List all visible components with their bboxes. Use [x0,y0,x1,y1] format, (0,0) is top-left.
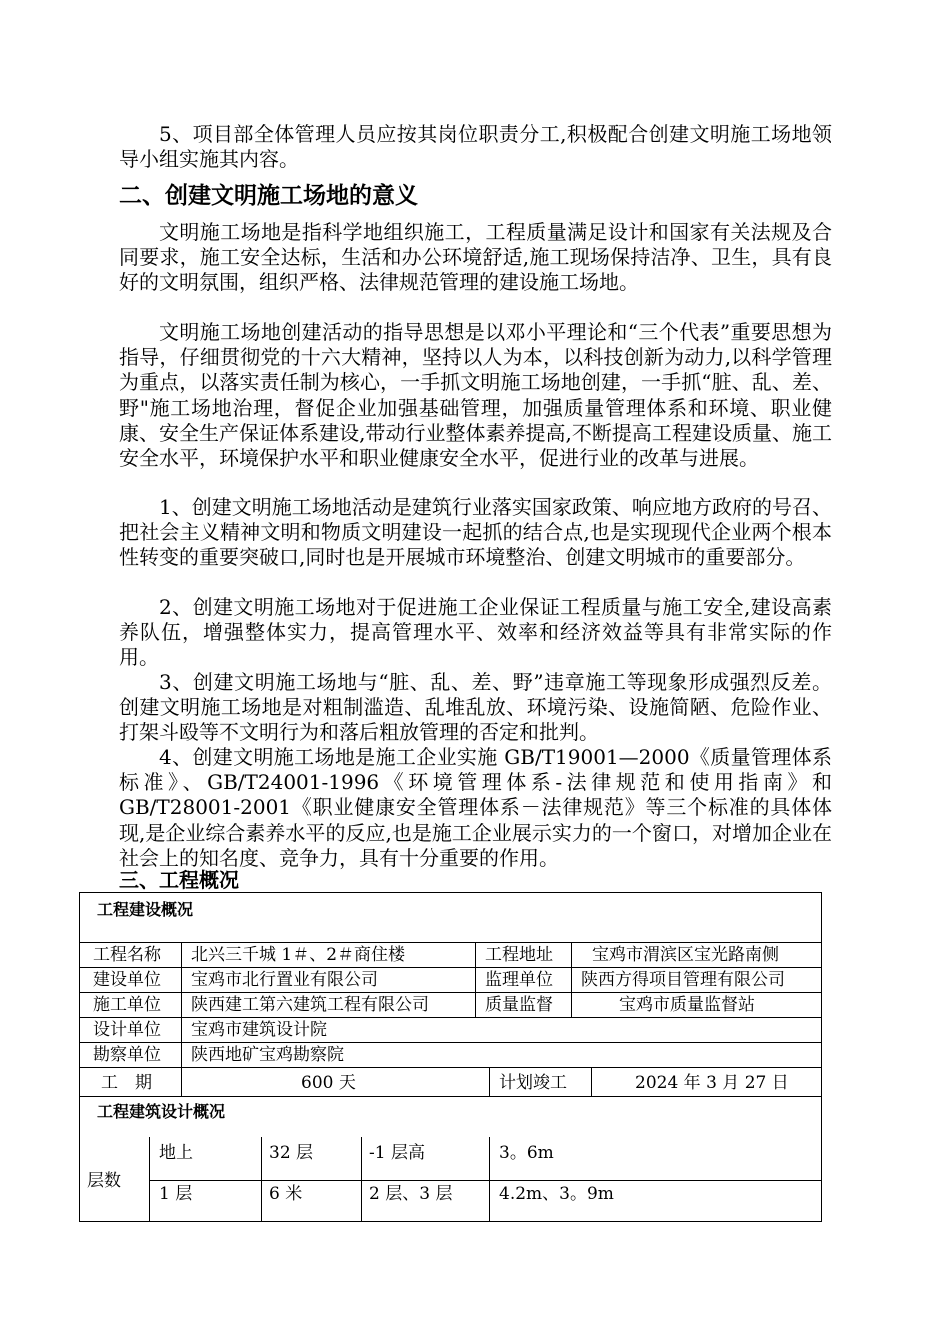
table-section-title-architecture: 工程建筑设计概况 [97,1102,226,1121]
value-supervisor: 陕西方得项目管理有限公司 [581,970,785,990]
paragraph-guiding-ideology: 文明施工场地创建活动的指导思想是以邓小平理论和“三个代表”重要思想为指导，仔细贯彻党的十六大精神，坚持以人为本，以科技创新为动力,以科学管理为重点，以落实责任制为核心，一手抓文明施工场地创建，一手抓“脏、乱、差、野"施工场地治理，督促企业加强基础管理，加强质量管理体系和环境、职业健康、安全生产保证体系建设,带动行业整体素养提高,不断提高工程建设质量、施工安全水平，环境保护水平和职业健康安全水平，促进行业的改革与进展。 [119,320,832,471]
label-duration: 工 期 [101,1073,152,1093]
label-designer: 设计单位 [93,1020,161,1040]
label-project-address: 工程地址 [485,945,553,965]
paragraph-point-3: 3、创建文明施工场地与“脏、乱、差、野”违章施工等现象形成强烈反差。创建文明施工场地是对粗制滥造、乱堆乱放、环境污染、设施简陋、危险作业、打架斗殴等不文明行为和落后粗放管理的否定和批判。 [119,670,832,745]
project-overview-table [79,892,822,1222]
paragraph-item-5: 5、项目部全体管理人员应按其岗位职责分工,积极配合创建文明施工场地领导小组实施其内容。 [119,122,832,172]
value-planned-completion: 2024 年 3 月 27 日 [635,1073,789,1093]
label-quality-supervision: 质量监督 [485,995,553,1015]
section-heading-significance: 二、创建文明施工场地的意义 [119,183,418,209]
label-project-name: 工程名称 [93,945,161,965]
section-heading-overview: 三、工程概况 [119,868,239,892]
value-quality-supervision: 宝鸡市质量监督站 [619,995,755,1015]
paragraph-definition: 文明施工场地是指科学地组织施工，工程质量满足设计和国家有关法规及合同要求，施工安全达标，生活和办公环境舒适,施工现场保持洁净、卫生，具有良好的文明氛围，组织严格、法律规范管理的建设施工场地。 [119,220,832,295]
floors-2-3-label: 2 层、3 层 [369,1184,453,1204]
paragraph-point-1: 1、创建文明施工场地活动是建筑行业落实国家政策、响应地方政府的号召、把社会主义精神文明和物质文明建设一起抓的结合点,也是实现现代企业两个根本性转变的重要突破口,同时也是开展城市环境整治、创建文明城市的重要部分。 [119,495,832,570]
label-supervisor: 监理单位 [485,970,553,990]
value-designer: 宝鸡市建筑设计院 [191,1020,327,1040]
label-contractor: 施工单位 [93,995,161,1015]
value-developer: 宝鸡市北行置业有限公司 [191,970,378,990]
floor-1-label: 1 层 [159,1184,193,1204]
label-floors: 层数 [87,1171,121,1191]
floor-1-height: 6 米 [269,1184,303,1204]
value-duration: 600 天 [301,1073,356,1093]
label-developer: 建设单位 [93,970,161,990]
table-section-title-construction: 工程建设概况 [97,900,194,919]
value-project-name: 北兴三千城 1＃、2＃商住楼 [191,945,406,965]
floors-above-ground-label: 地上 [159,1143,193,1163]
floor-minus1-height-label: -1 层高 [369,1143,425,1163]
value-contractor: 陕西建工第六建筑工程有限公司 [191,995,429,1015]
value-project-address: 宝鸡市渭滨区宝光路南侧 [592,945,779,965]
floor-minus1-height-value: 3。6m [499,1143,554,1163]
paragraph-point-4: 4、创建文明施工场地是施工企业实施 GB/T19001—2000《质量管理体系标准》、GB/T24001-1996《环境管理体系-法律规范和使用指南》和GB/T28001-2001《职业健康安全管理体系－法律规范》等三个标准的具体体现,是企业综合素养水平的反应,也是施工企业展示实力的一个窗口，对增加企业在社会上的知名度、竞争力，具有十分重要的作用。 [119,745,832,870]
floors-above-ground-value: 32 层 [269,1143,314,1163]
paragraph-point-2: 2、创建文明施工场地对于促进施工企业保证工程质量与施工安全,建设高素养队伍，增强整体实力，提高管理水平、效率和经济效益等具有非常实际的作用。 [119,595,832,670]
label-survey: 勘察单位 [93,1045,161,1065]
value-survey: 陕西地矿宝鸡勘察院 [191,1045,344,1065]
label-planned-completion: 计划竣工 [499,1073,567,1093]
floors-2-3-height: 4.2m、3。9m [499,1184,614,1204]
